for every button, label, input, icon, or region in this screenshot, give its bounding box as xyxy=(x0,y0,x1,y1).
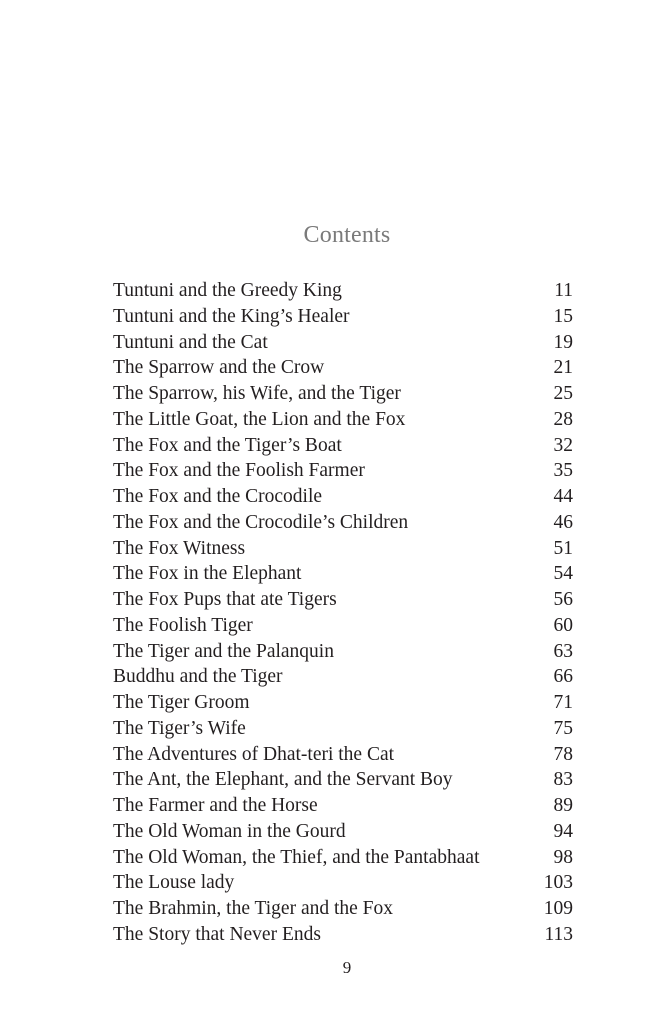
toc-entry-page: 83 xyxy=(553,769,573,791)
toc-entry-page: 63 xyxy=(553,640,573,662)
table-of-contents xyxy=(113,278,573,948)
toc-entry-title: The Ant, the Elephant, and the Servant Boy xyxy=(113,769,453,791)
toc-entry-title: Tuntuni and the Cat xyxy=(113,331,268,353)
toc-entry-title: The Louse lady xyxy=(113,872,235,894)
toc-entry[interactable] xyxy=(113,561,573,587)
toc-entry-title: The Fox and the Crocodile xyxy=(113,486,323,507)
toc-entry-page: 66 xyxy=(553,666,573,688)
toc-entry[interactable] xyxy=(113,793,573,819)
toc-entry[interactable] xyxy=(113,304,573,330)
toc-entry[interactable] xyxy=(113,664,573,690)
toc-entry-title: The Story that Never Ends xyxy=(113,923,321,945)
toc-entry[interactable] xyxy=(113,407,573,433)
toc-entry[interactable] xyxy=(113,870,573,896)
toc-entry[interactable] xyxy=(113,355,573,381)
toc-entry[interactable] xyxy=(113,690,573,716)
toc-entry-title: The Old Woman in the Gourd xyxy=(113,820,346,842)
toc-entry-title: The Fox in the Elephant xyxy=(113,563,302,585)
toc-entry-page: 19 xyxy=(553,331,573,353)
toc-entry-page: 113 xyxy=(544,923,573,945)
toc-entry-title: The Tiger’s Wife xyxy=(113,717,246,739)
toc-entry[interactable] xyxy=(113,845,573,871)
toc-entry[interactable] xyxy=(113,278,573,304)
toc-entry-page: 89 xyxy=(553,795,573,816)
toc-entry[interactable] xyxy=(113,458,573,484)
toc-entry-page: 35 xyxy=(553,460,573,482)
toc-entry-page: 44 xyxy=(553,486,573,507)
toc-entry-title: The Fox and the Tiger’s Boat xyxy=(113,434,342,456)
toc-entry-title: Tuntuni and the Greedy King xyxy=(113,280,342,301)
toc-entry-page: 98 xyxy=(553,846,573,868)
toc-entry-title: Buddhu and the Tiger xyxy=(113,666,283,688)
toc-entry-title: The Old Woman, the Thief, and the Pantabhaat xyxy=(113,846,480,868)
toc-entry-page: 46 xyxy=(553,511,573,533)
toc-entry-title: The Sparrow, his Wife, and the Tiger xyxy=(113,383,401,404)
toc-entry[interactable] xyxy=(113,536,573,562)
toc-entry[interactable] xyxy=(113,819,573,845)
toc-entry-title: The Brahmin, the Tiger and the Fox xyxy=(113,898,394,919)
toc-entry[interactable] xyxy=(113,613,573,639)
toc-entry[interactable] xyxy=(113,639,573,665)
toc-entry-title: The Fox Pups that ate Tigers xyxy=(113,589,337,610)
toc-entry-title: The Tiger and the Palanquin xyxy=(113,640,334,662)
toc-entry-title: The Fox Witness xyxy=(113,537,246,559)
toc-entry-title: Tuntuni and the King’s Healer xyxy=(113,305,350,327)
toc-entry[interactable] xyxy=(113,381,573,407)
toc-entry-page: 25 xyxy=(553,383,573,404)
toc-entry-title: The Tiger Groom xyxy=(113,692,250,713)
toc-entry-page: 60 xyxy=(553,614,573,636)
toc-entry-page: 109 xyxy=(543,898,573,919)
contents-heading: Contents xyxy=(303,222,391,248)
toc-entry-page: 54 xyxy=(553,563,573,585)
toc-entry-page: 15 xyxy=(553,305,573,327)
page-number: 9 xyxy=(342,958,352,977)
toc-entry[interactable] xyxy=(113,484,573,510)
toc-entry-page: 11 xyxy=(554,280,573,301)
toc-entry-title: The Sparrow and the Crow xyxy=(113,357,325,379)
toc-entry[interactable] xyxy=(113,742,573,768)
toc-entry-page: 78 xyxy=(553,743,573,765)
toc-entry-page: 21 xyxy=(553,357,573,379)
toc-entry[interactable] xyxy=(113,922,573,948)
toc-entry-page: 56 xyxy=(553,589,573,610)
toc-entry[interactable] xyxy=(113,587,573,613)
toc-entry[interactable] xyxy=(113,767,573,793)
toc-entry-page: 75 xyxy=(553,717,573,739)
toc-entry-title: The Little Goat, the Lion and the Fox xyxy=(113,408,406,430)
toc-entry-page: 28 xyxy=(553,408,573,430)
toc-entry[interactable] xyxy=(113,510,573,536)
toc-entry[interactable] xyxy=(113,896,573,922)
toc-entry[interactable] xyxy=(113,716,573,742)
toc-entry-page: 94 xyxy=(553,820,573,842)
toc-entry[interactable] xyxy=(113,330,573,356)
toc-entry-title: The Adventures of Dhat-teri the Cat xyxy=(113,743,395,765)
toc-entry-title: The Fox and the Foolish Farmer xyxy=(113,460,365,482)
toc-entry-title: The Fox and the Crocodile’s Children xyxy=(113,511,409,533)
toc-entry[interactable] xyxy=(113,433,573,459)
toc-entry-page: 51 xyxy=(553,537,573,559)
toc-entry-page: 103 xyxy=(543,872,573,894)
toc-entry-title: The Foolish Tiger xyxy=(113,614,253,636)
toc-entry-page: 71 xyxy=(553,692,573,713)
toc-entry-page: 32 xyxy=(553,434,573,456)
toc-entry-title: The Farmer and the Horse xyxy=(113,795,318,816)
